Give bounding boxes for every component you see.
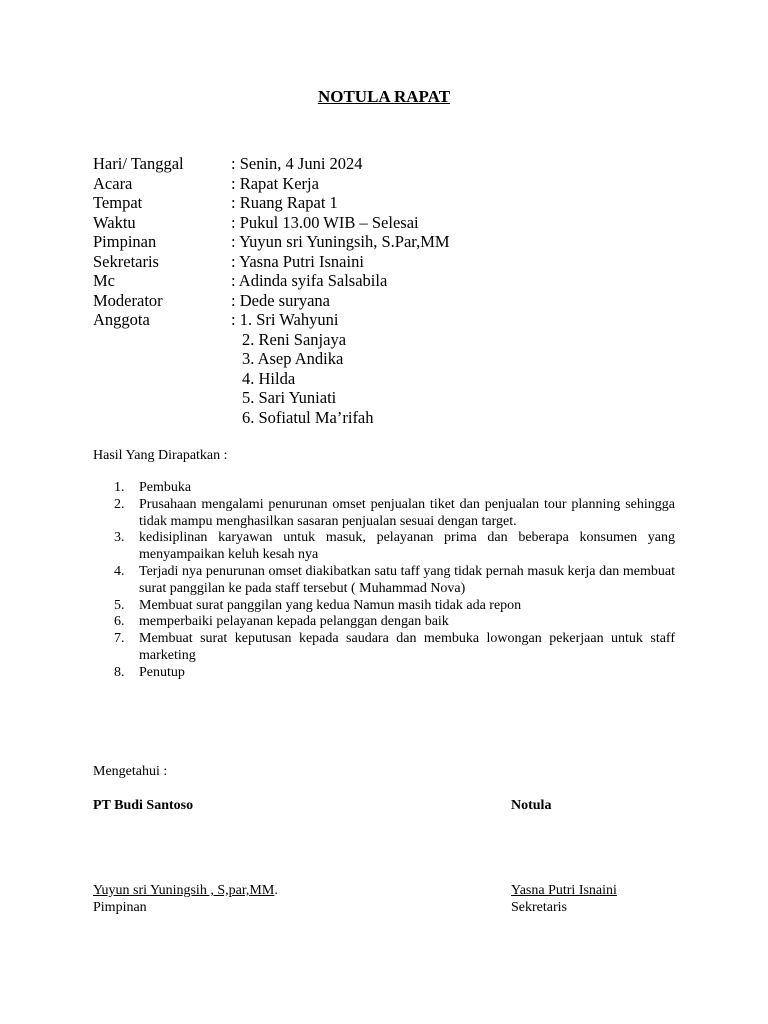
result-item <box>93 480 675 497</box>
member-item <box>93 369 693 389</box>
acknowledged-label: Mengetahui : <box>93 764 168 779</box>
result-text: Penutup <box>139 664 185 680</box>
member-item <box>93 349 693 369</box>
result-item <box>93 530 675 564</box>
info-row-secretary <box>93 252 693 272</box>
info-label: Moderator <box>93 290 163 310</box>
result-number: 1. <box>114 480 125 495</box>
result-number: 6. <box>114 614 125 630</box>
result-item <box>93 598 675 615</box>
result-text: memperbaiki pelayanan kepada pelanggan dengan baik <box>139 614 449 630</box>
info-value: : Senin, 4 Juni 2024 <box>231 154 363 173</box>
member-name: 4. Hilda <box>242 368 296 388</box>
info-value: : Yasna Putri Isnaini <box>231 251 364 271</box>
info-label: Mc <box>93 271 115 290</box>
leader-signature-name <box>93 882 278 899</box>
member-item <box>93 408 693 428</box>
info-value: : Adinda syifa Salsabila <box>231 271 388 290</box>
info-label: Acara <box>93 173 133 193</box>
info-label: Waktu <box>93 212 136 232</box>
result-item <box>93 614 675 631</box>
info-value: : Rapat Kerja <box>231 173 319 193</box>
member-name: 5. Sari Yuniati <box>242 388 337 407</box>
info-row-leader <box>93 232 693 252</box>
info-value: : Ruang Rapat 1 <box>231 193 338 212</box>
leader-name-suffix: . <box>274 883 278 898</box>
leader-name: Yuyun sri Yuningsih , S,par,MM <box>93 883 275 898</box>
info-label: Sekretaris <box>93 251 159 271</box>
member-name: 6. Sofiatul Ma’rifah <box>242 407 374 427</box>
result-number: 8. <box>114 664 125 680</box>
result-item <box>93 665 675 682</box>
info-row-members <box>93 310 693 330</box>
info-value: : Pukul 13.00 WIB – Selesai <box>231 212 419 232</box>
info-value: : Yuyun sri Yuningsih, S.Par,MM <box>231 232 450 251</box>
result-number: 4. <box>114 563 125 579</box>
info-row-agenda <box>93 174 693 194</box>
info-row-date <box>93 154 693 174</box>
result-item <box>93 497 675 531</box>
meeting-info-table <box>93 154 693 427</box>
company-name: PT Budi Santoso <box>93 798 194 813</box>
result-text: Membuat surat panggilan yang kedua Namun masih tidak ada repon <box>139 597 522 613</box>
result-number: 2. <box>114 496 125 512</box>
document-title: NOTULA RAPAT <box>317 87 451 106</box>
member-name: 3. Asep Andika <box>242 349 344 368</box>
info-label: Pimpinan <box>93 232 157 251</box>
results-heading: Hasil Yang Dirapatkan : <box>93 448 228 463</box>
result-text: Membuat surat keputusan kepada saudara dan membuka lowongan pekerjaan untuk staff marketing <box>139 631 675 663</box>
notula-label: Notula <box>511 798 552 813</box>
result-text: kedisiplinan karyawan untuk masuk, pelayanan prima dan beberapa konsumen yang menyampaikan keluh kesah nya <box>139 530 675 563</box>
result-number: 5. <box>114 597 125 613</box>
member-item <box>93 388 693 408</box>
info-label: Tempat <box>93 193 143 212</box>
result-number: 3. <box>114 530 125 546</box>
leader-role: Pimpinan <box>93 900 147 915</box>
result-item <box>93 631 675 665</box>
info-label: Hari/ Tanggal <box>93 154 184 173</box>
result-number: 7. <box>114 631 125 647</box>
info-row-moderator <box>93 291 693 311</box>
info-row-place <box>93 193 693 213</box>
result-text: Terjadi nya penurunan omset diakibatkan satu taff yang tidak pernah masuk kerja dan membuat surat panggilan ke pada staff tersebut ( Muhammad Nova) <box>139 563 675 596</box>
secretary-signature-name: Yasna Putri Isnaini <box>511 883 617 898</box>
result-item <box>93 564 675 598</box>
info-row-time <box>93 213 693 233</box>
member-item <box>93 330 693 350</box>
results-list <box>93 480 675 682</box>
member-name: 2. Reni Sanjaya <box>242 329 347 349</box>
info-value: : Dede suryana <box>231 290 330 310</box>
secretary-role: Sekretaris <box>511 900 567 915</box>
info-row-mc <box>93 271 693 291</box>
info-label: Anggota <box>93 310 150 329</box>
result-text: Pembuka <box>139 480 192 495</box>
info-value: : 1. Sri Wahyuni <box>231 310 339 329</box>
result-text: Prusahaan mengalami penurunan omset penjualan tiket dan penjualan tour planning sehingga tidak mampu menghasilkan sasaran penjualan sesuai dengan target. <box>139 496 675 529</box>
